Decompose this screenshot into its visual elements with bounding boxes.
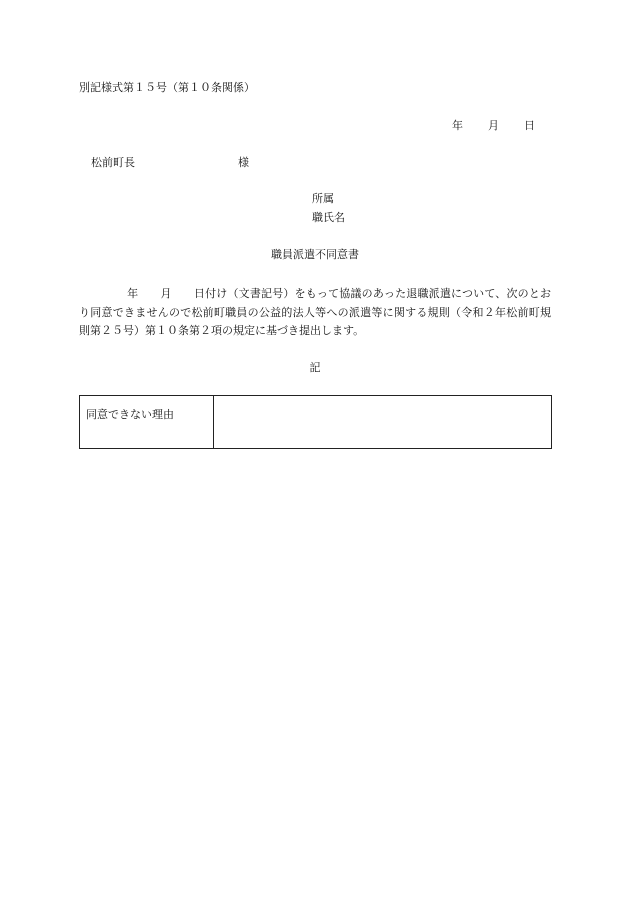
body-text [79, 285, 551, 341]
form-number: 別記様式第１５号（第１０条関係） [79, 81, 255, 94]
addressee [91, 156, 249, 170]
ki-heading: 記 [309, 361, 321, 374]
table-row [80, 396, 552, 449]
reason-label: 同意できない理由 [80, 396, 214, 449]
body-paragraph: 日付け（文書記号）をもって協議のあった退職派遣について、次のとおり同意できませんので松前町職員の公益的法人等への派遣等に関する規則（令和２年松前町規則第２５号）第１０条第２項の規定に基づき提出します。 [79, 287, 552, 337]
body-year: 年 [127, 287, 139, 300]
body-month: 月 [160, 287, 172, 300]
submitter-name-label: 職氏名 [312, 211, 345, 224]
submitter-affiliation: 所属 [312, 192, 334, 205]
reason-table [79, 395, 552, 449]
addressee-honorific: 様 [238, 156, 249, 169]
addressee-name: 松前町長 [91, 156, 135, 169]
date-day: 日 [524, 119, 535, 132]
date-line [452, 119, 535, 133]
reason-field[interactable] [214, 396, 552, 449]
document-title: 職員派遣不同意書 [271, 248, 359, 261]
date-year: 年 [452, 119, 463, 132]
date-month: 月 [488, 119, 499, 132]
